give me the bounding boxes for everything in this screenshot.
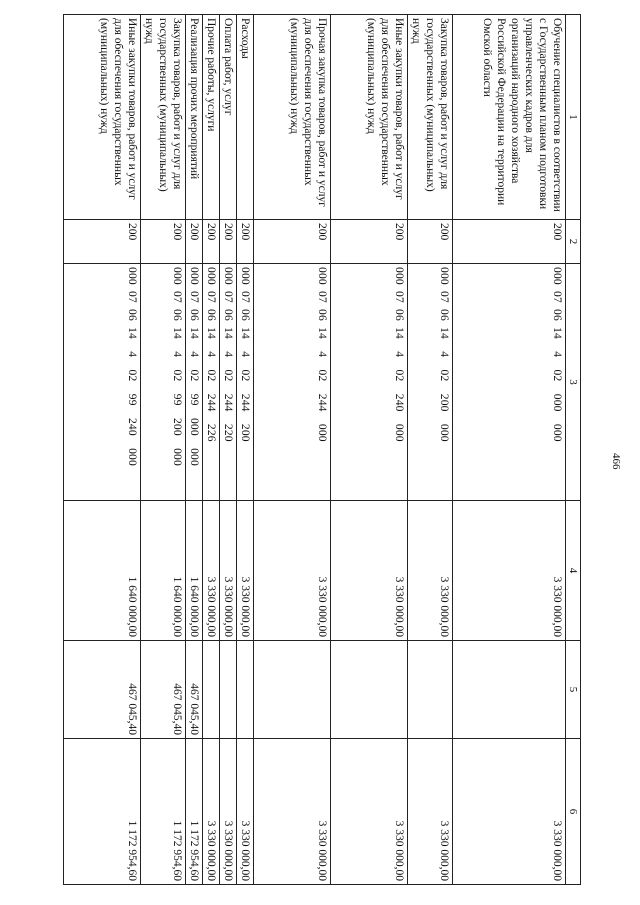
- page-number: 466: [610, 453, 622, 470]
- row-code: 000 07 06 14 4 02 99 240 000: [64, 264, 141, 501]
- table-row: [237, 15, 254, 885]
- row-col4: 1 640 000,00: [186, 501, 203, 641]
- row-col2: 200: [141, 220, 186, 264]
- budget-table-wrapper: [71, 14, 581, 884]
- row-col6: 1 172 954,60: [141, 739, 186, 885]
- row-name: Оплата работ, услуг: [220, 15, 237, 220]
- row-name: Обучение специалистов в соответствии с Государственным планом подготовки управленческих кадров для организаций народного хозяйства Российской Федерации на территории Омской области: [453, 15, 566, 220]
- row-col5: [237, 641, 254, 739]
- row-col6: 3 330 000,00: [237, 739, 254, 885]
- row-col6: 3 330 000,00: [254, 739, 331, 885]
- row-name: Прочая закупка товаров, работ и услуг для обеспечения государственных (муниципальных) нужд: [254, 15, 331, 220]
- row-col4: 3 330 000,00: [203, 501, 220, 641]
- row-name: Расходы: [237, 15, 254, 220]
- table-row: [408, 15, 453, 885]
- row-col5: [408, 641, 453, 739]
- row-col4: 1 640 000,00: [141, 501, 186, 641]
- column-header: 6: [566, 739, 581, 885]
- table-row: [453, 15, 566, 885]
- column-header: 2: [566, 220, 581, 264]
- row-code: 000 07 06 14 4 02 240 000: [331, 264, 408, 501]
- row-col5: [203, 641, 220, 739]
- row-name: Иные закупки товаров, работ и услуг для обеспечения государственных (муниципальных) нужд: [64, 15, 141, 220]
- table-row: [186, 15, 203, 885]
- table-row: [254, 15, 331, 885]
- row-col5: [331, 641, 408, 739]
- row-col2: 200: [237, 220, 254, 264]
- row-col2: 200: [64, 220, 141, 264]
- row-name: Прочие работы, услуги: [203, 15, 220, 220]
- table-row: [203, 15, 220, 885]
- column-header: 5: [566, 641, 581, 739]
- row-code: 000 07 06 14 4 02 244 220: [220, 264, 237, 501]
- row-code: 000 07 06 14 4 02 99 200 000: [141, 264, 186, 501]
- row-name: Иные закупки товаров, работ и услуг для обеспечения государственных (муниципальных) нужд: [331, 15, 408, 220]
- row-col2: 200: [220, 220, 237, 264]
- row-col4: 1 640 000,00: [64, 501, 141, 641]
- row-code: 000 07 06 14 4 02 000 000: [453, 264, 566, 501]
- row-col5: 467 045,40: [186, 641, 203, 739]
- table-row: [141, 15, 186, 885]
- row-col6: 1 172 954,60: [64, 739, 141, 885]
- row-col2: 200: [408, 220, 453, 264]
- row-code: 000 07 06 14 4 02 200 000: [408, 264, 453, 501]
- row-col2: 200: [453, 220, 566, 264]
- row-col5: [254, 641, 331, 739]
- row-col6: 3 330 000,00: [220, 739, 237, 885]
- row-col2: 200: [254, 220, 331, 264]
- row-col6: 3 330 000,00: [203, 739, 220, 885]
- table-row: [220, 15, 237, 885]
- row-col6: 1 172 954,60: [186, 739, 203, 885]
- row-col4: 3 330 000,00: [408, 501, 453, 641]
- row-name: Закупка товаров, работ и услуг для государственных (муниципальных) нужд: [408, 15, 453, 220]
- row-code: 000 07 06 14 4 02 244 226: [203, 264, 220, 501]
- budget-table: [63, 14, 581, 885]
- table-row: [331, 15, 408, 885]
- table-body: [64, 15, 566, 885]
- row-col6: 3 330 000,00: [408, 739, 453, 885]
- row-col2: 200: [331, 220, 408, 264]
- row-col4: 3 330 000,00: [237, 501, 254, 641]
- table-row: [64, 15, 141, 885]
- row-col4: 3 330 000,00: [254, 501, 331, 641]
- row-name: Реализация прочих мероприятий: [186, 15, 203, 220]
- column-header: 4: [566, 501, 581, 641]
- row-col2: 200: [203, 220, 220, 264]
- row-col4: 3 330 000,00: [453, 501, 566, 641]
- row-col6: 3 330 000,00: [453, 739, 566, 885]
- row-col5: [453, 641, 566, 739]
- row-col4: 3 330 000,00: [220, 501, 237, 641]
- row-col2: 200: [186, 220, 203, 264]
- row-col5: 467 045,40: [141, 641, 186, 739]
- row-code: 000 07 06 14 4 02 244 000: [254, 264, 331, 501]
- row-col5: 467 045,40: [64, 641, 141, 739]
- row-col5: [220, 641, 237, 739]
- column-header: 1: [566, 15, 581, 220]
- row-col4: 3 330 000,00: [331, 501, 408, 641]
- row-name: Закупка товаров, работ и услуг для государственных (муниципальных) нужд: [141, 15, 186, 220]
- row-code: 000 07 06 14 4 02 99 000 000: [186, 264, 203, 501]
- column-header: 3: [566, 264, 581, 501]
- row-code: 000 07 06 14 4 02 244 200: [237, 264, 254, 501]
- row-col6: 3 330 000,00: [331, 739, 408, 885]
- table-header-row: [566, 15, 581, 885]
